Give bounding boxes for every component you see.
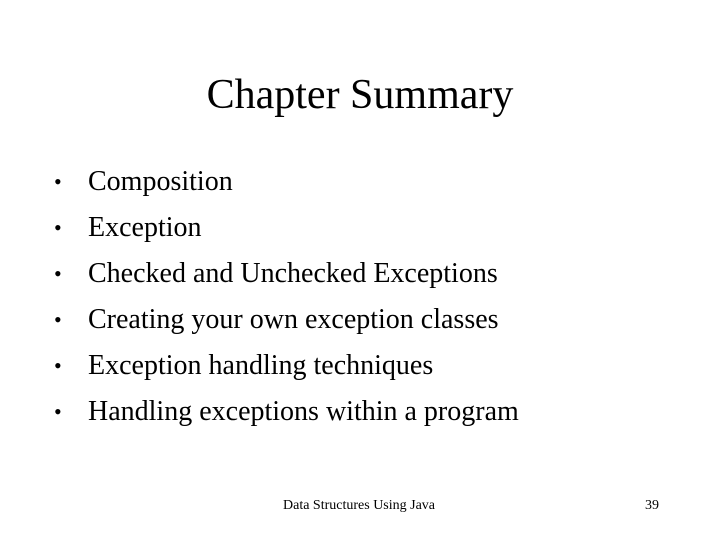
bullet-marker: • (54, 261, 62, 286)
bullet-marker: • (54, 169, 62, 194)
slide-footer: Data Structures Using Java (283, 498, 436, 513)
bullet-text: Exception (88, 212, 202, 243)
bullet-marker: • (54, 215, 62, 240)
bullet-text: Checked and Unchecked Exceptions (88, 258, 498, 289)
bullet-text: Handling exceptions within a program (88, 396, 519, 427)
bullet-marker: • (54, 307, 62, 332)
bullet-marker: • (54, 353, 62, 378)
bullet-text: Exception handling techniques (88, 350, 434, 381)
page-number: 39 (645, 498, 659, 513)
bullet-text: Composition (88, 166, 233, 197)
bullet-text: Creating your own exception classes (88, 304, 499, 335)
slide-title: Chapter Summary (206, 72, 514, 118)
bullet-marker: • (54, 399, 62, 424)
